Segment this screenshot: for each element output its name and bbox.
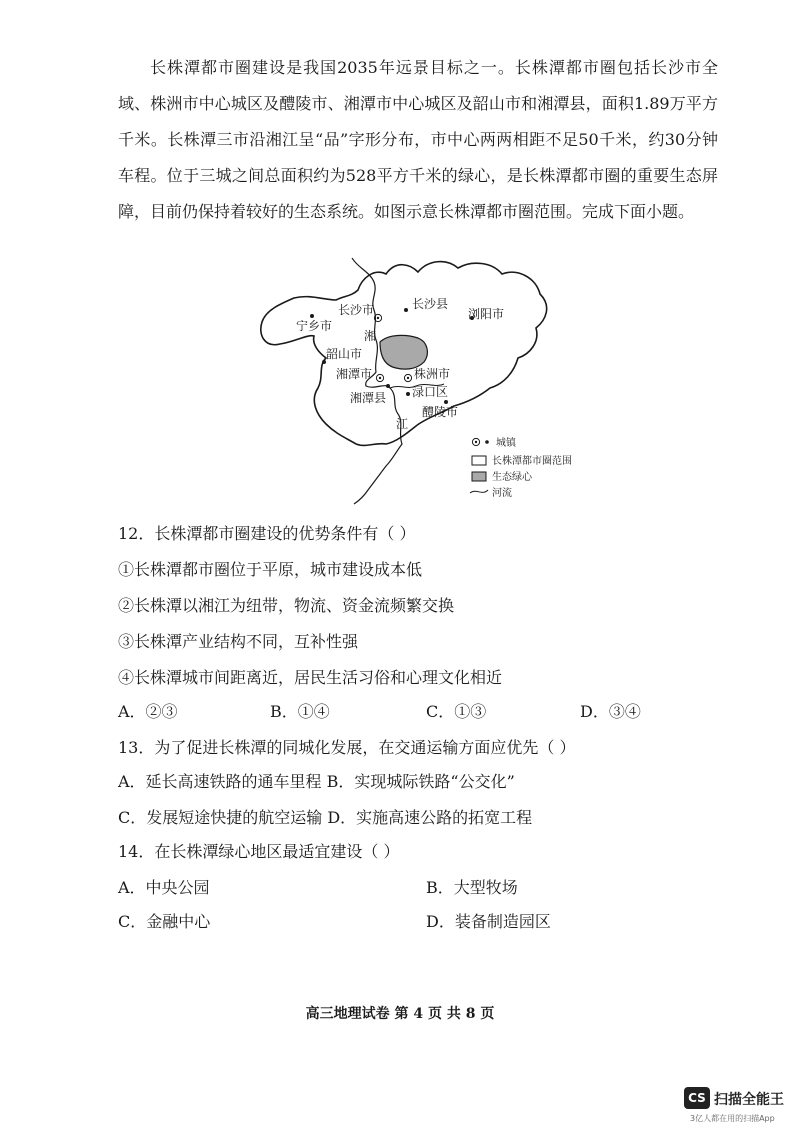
question-12-statement-3: ③长株潭产业结构不同，互补性强: [118, 632, 359, 651]
question-12-statement-2: ②长株潭以湘江为纽带，物流、资金流频繁交换: [118, 596, 455, 615]
label-xiangtan-city: 湘潭市: [336, 367, 373, 381]
question-13-stem: 13．为了促进长株潭的同城化发展，在交通运输方面应优先（ ）: [118, 738, 576, 757]
passage-text: 长株潭都市圈建设是我国2035年远景目标之一。长株潭都市圈包括长沙市全域、株洲市中心城区及醴陵市、湘潭市中心城区及韶山市和湘潭县，面积1.89万平方千米。长株潭三市沿湘江呈“品”字形分布，市中心两两相距不足50千米，约30分钟车程。位于三城之间总面积约为528平方千米的绿心，是长株潭都市圈的重要生态屏障，目前仍保持着较好的生态系统。如图示意长株潭都市圈范围。完成下面小题。: [118, 58, 718, 221]
question-12-stem: 12．长株潭都市圈建设的优势条件有（ ）: [118, 524, 416, 543]
map-legend: [470, 436, 572, 499]
town-dot-liling: [444, 400, 448, 404]
question-12-statement-4: ④长株潭城市间距离近，居民生活习俗和心理文化相近: [118, 668, 503, 687]
legend-town: 城镇: [496, 438, 516, 449]
legend-green-core: 生态绿心: [492, 472, 532, 483]
question-12-option-d[interactable]: D．③④: [580, 702, 641, 721]
label-liling: 醴陵市: [422, 405, 459, 419]
question-12-statement-1: ①长株潭都市圈位于平原，城市建设成本低: [118, 560, 423, 579]
page-footer: 高三地理试卷 第 4 页 共 8 页: [305, 1006, 495, 1022]
camscanner-name: 扫描全能王: [714, 1092, 784, 1108]
town-dot-ningxiang: [310, 314, 314, 318]
metro-area-map: [240, 238, 600, 508]
question-14-option-c[interactable]: C．金融中心: [118, 912, 211, 931]
question-14-option-a[interactable]: A．中央公园: [118, 878, 210, 897]
question-12-option-a[interactable]: A．②③: [118, 702, 178, 721]
legend-river: 河流: [492, 488, 512, 499]
label-lukou: 渌口区: [412, 385, 449, 399]
label-river-jiang: 江: [396, 417, 409, 431]
label-changsha-city: 长沙市: [338, 303, 375, 317]
label-liuyang: 浏阳市: [468, 307, 505, 321]
town-dot-lukou: [406, 392, 410, 396]
camscanner-logo-icon: CS: [684, 1087, 710, 1109]
question-14-option-d[interactable]: D．装备制造园区: [426, 912, 551, 931]
label-xiangtan-county: 湘潭县: [350, 391, 387, 405]
question-12-option-b[interactable]: B．①④: [270, 702, 330, 721]
question-13-options-ab[interactable]: A．延长高速铁路的通车里程 B．实现城际铁路“公交化”: [118, 772, 515, 791]
question-13-options-cd[interactable]: C．发展短途快捷的航空运输 D．实施高速公路的拓宽工程: [118, 808, 533, 827]
town-dot-changsha-county: [404, 308, 408, 312]
green-core: [380, 335, 427, 369]
reading-passage: [118, 50, 718, 230]
label-changsha-county: 长沙县: [412, 297, 449, 311]
question-14-stem: 14．在长株潭绿心地区最适宜建设（ ）: [118, 842, 400, 861]
question-14-option-b[interactable]: B．大型牧场: [426, 878, 518, 897]
legend-metro-range: 长株潭都市圈范围: [492, 456, 572, 467]
camscanner-tagline: 3亿人都在用的扫描App: [690, 1114, 775, 1123]
label-river-xiang: 湘: [364, 329, 377, 343]
question-12-option-c[interactable]: C．①③: [426, 702, 487, 721]
town-dot-xiangtan-county: [386, 384, 390, 388]
label-zhuzhou: 株洲市: [414, 367, 451, 381]
label-shaoshan: 韶山市: [326, 347, 363, 361]
label-ningxiang: 宁乡市: [296, 319, 333, 333]
